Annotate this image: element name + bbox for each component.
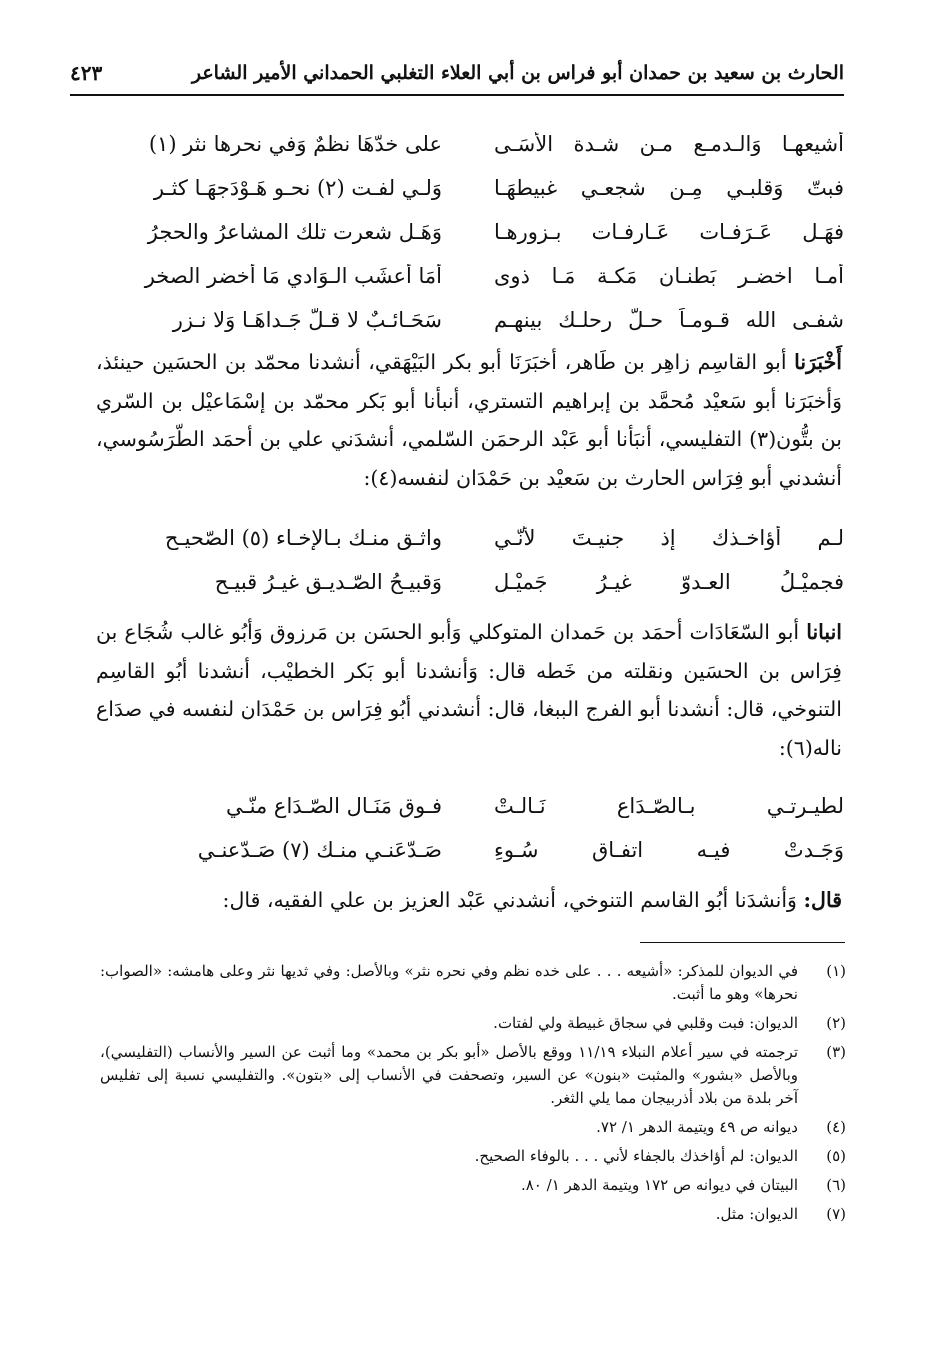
footnote-number: (٤) <box>826 1118 846 1136</box>
verse <box>92 560 844 604</box>
narration-paragraph-2 <box>96 613 842 767</box>
second-hemistich: سَحَـائـبٌ لا قـلّ جَـداهَـا وَلا نـزر <box>172 308 442 332</box>
verse <box>92 210 844 254</box>
page-number: ٤٢٣ <box>70 61 103 85</box>
footnote-text: الديوان: لم أؤاخذك بالجفاء لأني . . . بالوفاء الصحيح. <box>474 1147 798 1165</box>
footnote-number: (٧) <box>826 1205 846 1223</box>
narration-lead: انبانا <box>806 620 842 644</box>
narration-lead: أَخْبَرَنا <box>794 350 842 374</box>
footnote <box>100 1203 846 1226</box>
footnote <box>100 1012 846 1035</box>
footnote-text: ديوانه ص ٤٩ ويتيمة الدهر ١/ ٧٢. <box>596 1118 798 1136</box>
footnotes <box>100 960 846 1232</box>
second-hemistich: أمَا أعشَب الـوَادي مَا أخضر الصخر <box>144 264 442 288</box>
second-hemistich: على خدّهَا نظمٌ وَفي نحرها نثر (١) <box>148 132 442 156</box>
footnote-text: ترجمته في سير أعلام النبلاء ١١/١٩ ووقع بالأصل «أبو بكر بن محمد» وما أثبت عن السير والأنساب (التفليسي)، وبالأصل «بشور» والمثبت «بنون» عن السير، وتصحفت في الأنساب إلى «بتون». والتفليسي نسبة إلى تفليس آخر بلدة من بلاد أذربيجان مما يلي الثغر. <box>100 1043 798 1107</box>
second-hemistich: فـوق مَنَـالِ الصّـدَاع منّـي <box>226 794 442 818</box>
second-hemistich: صَـدّعَنـي منـك (٧) صَـدّعنـي <box>197 838 442 862</box>
first-hemistich: فبتّ وَقلبـي مِـن شجعـي غبيطهَـا <box>494 176 844 200</box>
first-hemistich: فهَـل عَـرَفـات عَـارفـات بـزورهـا <box>494 220 844 244</box>
second-hemistich: وَهَـل شعرت تلك المشاعرُ والحجرُ <box>147 220 442 244</box>
second-hemistich: وَقبيـحُ الصّـديـقِ غيـرُ قبيـح <box>214 570 442 594</box>
narration-paragraph-1 <box>96 343 842 497</box>
verse <box>92 298 844 342</box>
footnote-text: في الديوان للمذكر: «أشيعه . . . على خده نظم وفي نحره نثر» وبالأصل: وفي ثديها نثر وعلى هامشه: «الصواب: نحرها» وهو ما أثبت. <box>100 962 798 1003</box>
first-hemistich: أشيعهـا وَالـدمـع مـن شـدة الأسَـى <box>494 132 844 156</box>
first-hemistich: لـم أؤاخـذك إذ جنيـتَ لأنّـي <box>494 526 844 550</box>
footnote <box>100 1174 846 1197</box>
first-hemistich: شفـى الله قـومـاً حـلّ رحلـك بينهـم <box>494 308 844 332</box>
page-header <box>70 52 844 96</box>
footnote-text: الديوان: مثل. <box>715 1205 798 1223</box>
footnote-number: (٢) <box>826 1014 846 1032</box>
verse <box>92 254 844 298</box>
footnote-number: (٣) <box>826 1043 846 1061</box>
footnote-number: (١) <box>826 962 846 980</box>
running-title: الحارث بن سعيد بن حمدان أبو فراس بن أبي العلاء التغلبي الحمداني الأمير الشاعر <box>191 62 844 84</box>
footnote-text: الديوان: فبت وقلبي في سجاق غبيطة ولي لفتات. <box>493 1014 798 1032</box>
poem-block-3 <box>92 784 844 872</box>
footnote-number: (٦) <box>826 1176 846 1194</box>
poem-block-1 <box>92 122 844 342</box>
footnote <box>100 1116 846 1139</box>
verse <box>92 828 844 872</box>
first-hemistich: فجميْـلُ العـدوّ غيـرُ جَميْـلٍ <box>494 570 844 594</box>
footnote <box>100 960 846 1006</box>
footnote-number: (٥) <box>826 1147 846 1165</box>
footnote-divider <box>640 942 845 943</box>
footnote <box>100 1145 846 1168</box>
verse <box>92 516 844 560</box>
first-hemistich: وَجَـدتْ فيـه اتفـاق سُـوءِ <box>494 838 844 862</box>
narration-text: وَأنشدَنا أبُو القاسم التنوخي، أنشدني عَبْد العزيز بن علي الفقيه، قال: <box>222 888 804 912</box>
poem-block-2 <box>92 516 844 604</box>
verse <box>92 166 844 210</box>
verse <box>92 122 844 166</box>
first-hemistich: أمـا اخضـر بَطنـان مَكـة مَـا ذوى <box>494 264 844 288</box>
first-hemistich: لطيـرتـي بـالصّـدَاع نَـالـتْ <box>494 794 844 818</box>
narration-paragraph-3 <box>96 881 842 920</box>
narration-text: أبو السّعَادَات أحمَد بن حَمدان المتوكلي وَأبو الحسَن بن مَرزوق وَأبُو غالب شُجَاع بن فِرَاس بن الحسَين ونقلته من خَطه قال: وَأنشدنا أبو بَكر الخطيْب، أنشدنا أبُو القاسِم التنوخي، قال: أنشدنا أبو الفرج الببغا، قال: أنشدني أبُو فِرَاس بن حَمْدَان لنفسه في صدَاع ناله(٦): <box>96 620 842 760</box>
footnote <box>100 1041 846 1110</box>
footnote-text: البيتان في ديوانه ص ١٧٢ ويتيمة الدهر ١/ ٨٠. <box>520 1176 798 1194</box>
verse <box>92 784 844 828</box>
narration-lead: قال: <box>803 888 842 912</box>
narration-text: أبو القاسِم زاهِر بن طَاهر، أخبَرَنَا أبو بكر البَيْهَقي، أنشدنا محمّد بن الحسَين حينئذ، وَأخبَرَنا أبو سَعيْد مُحمَّد بن إبراهيم التستري، أنبأنا أبو بَكر محمّد بن إسْمَاعيْل بن السّري بن بتُّون(٣) التفليسي، أنبَأنا أبو عَبْد الرحمَن السّلمي، أنشدَني علي بن أحمَد الطّرَسُوسي، أنشدني أبو فِرَاس الحارث بن سَعيْد بن حَمْدَان لنفسه(٤): <box>96 350 842 490</box>
second-hemistich: واثـق منـك بـالإخـاء (٥) الصّحيـح <box>164 526 442 550</box>
second-hemistich: وَلـي لفـت (٢) نحـو هَـوْدَجهَـا كثـر <box>153 176 442 200</box>
